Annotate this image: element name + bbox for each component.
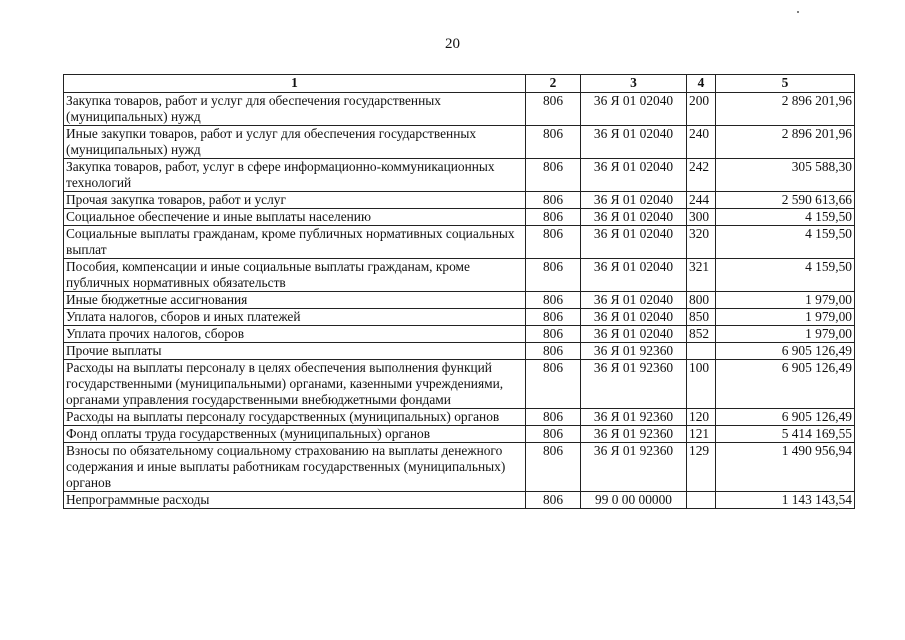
table-row [64, 126, 855, 159]
row-target-code: 36 Я 01 92360 [581, 443, 687, 492]
row-target-code: 36 Я 01 02040 [581, 192, 687, 209]
table-row [64, 209, 855, 226]
row-target-code: 36 Я 01 02040 [581, 309, 687, 326]
row-amount: 1 979,00 [716, 309, 855, 326]
row-description: Социальные выплаты гражданам, кроме публичных нормативных социальных выплат [64, 226, 526, 259]
row-expense-type: 121 [687, 426, 716, 443]
header-col-5: 5 [716, 75, 855, 93]
row-ministry-code: 806 [526, 309, 581, 326]
row-description: Пособия, компенсации и иные социальные выплаты гражданам, кроме публичных нормативных обязательств [64, 259, 526, 292]
table-row [64, 309, 855, 326]
row-description: Расходы на выплаты персоналу государственных (муниципальных) органов [64, 409, 526, 426]
row-amount: 1 143 143,54 [716, 492, 855, 509]
row-description: Закупка товаров, работ, услуг в сфере информационно-коммуникационных технологий [64, 159, 526, 192]
row-amount: 6 905 126,49 [716, 409, 855, 426]
row-ministry-code: 806 [526, 343, 581, 360]
row-description: Прочая закупка товаров, работ и услуг [64, 192, 526, 209]
row-target-code: 36 Я 01 02040 [581, 159, 687, 192]
row-description: Непрограммные расходы [64, 492, 526, 509]
row-amount: 1 979,00 [716, 292, 855, 309]
row-expense-type [687, 492, 716, 509]
row-target-code: 36 Я 01 92360 [581, 426, 687, 443]
header-row [64, 75, 855, 93]
row-target-code: 36 Я 01 92360 [581, 409, 687, 426]
row-ministry-code: 806 [526, 292, 581, 309]
row-ministry-code: 806 [526, 126, 581, 159]
row-amount: 6 905 126,49 [716, 343, 855, 360]
table-row [64, 409, 855, 426]
row-target-code: 36 Я 01 02040 [581, 292, 687, 309]
row-ministry-code: 806 [526, 360, 581, 409]
row-target-code: 36 Я 01 02040 [581, 226, 687, 259]
row-target-code: 36 Я 01 02040 [581, 93, 687, 126]
table-row [64, 192, 855, 209]
row-ministry-code: 806 [526, 443, 581, 492]
row-description: Социальное обеспечение и иные выплаты населению [64, 209, 526, 226]
row-ministry-code: 806 [526, 159, 581, 192]
row-expense-type: 300 [687, 209, 716, 226]
header-col-4: 4 [687, 75, 716, 93]
row-description: Прочие выплаты [64, 343, 526, 360]
row-ministry-code: 806 [526, 259, 581, 292]
row-target-code: 36 Я 01 02040 [581, 326, 687, 343]
row-target-code: 36 Я 01 02040 [581, 126, 687, 159]
row-ministry-code: 806 [526, 492, 581, 509]
row-description: Уплата налогов, сборов и иных платежей [64, 309, 526, 326]
row-target-code: 99 0 00 00000 [581, 492, 687, 509]
row-expense-type: 242 [687, 159, 716, 192]
row-expense-type: 321 [687, 259, 716, 292]
table-row [64, 443, 855, 492]
table-row [64, 426, 855, 443]
row-description: Взносы по обязательному социальному страхованию на выплаты денежного содержания и иные выплаты работникам государственных (муниципальных) органов [64, 443, 526, 492]
row-expense-type: 850 [687, 309, 716, 326]
row-ministry-code: 806 [526, 226, 581, 259]
row-ministry-code: 806 [526, 209, 581, 226]
row-expense-type: 320 [687, 226, 716, 259]
table-row [64, 326, 855, 343]
table-row [64, 226, 855, 259]
row-ministry-code: 806 [526, 409, 581, 426]
row-ministry-code: 806 [526, 426, 581, 443]
row-expense-type [687, 343, 716, 360]
header-col-1: 1 [64, 75, 526, 93]
row-amount: 2 896 201,96 [716, 93, 855, 126]
row-target-code: 36 Я 01 92360 [581, 343, 687, 360]
page-number: 20 [445, 36, 460, 52]
row-expense-type: 100 [687, 360, 716, 409]
row-ministry-code: 806 [526, 192, 581, 209]
table-row [64, 259, 855, 292]
row-amount: 4 159,50 [716, 226, 855, 259]
row-target-code: 36 Я 01 02040 [581, 259, 687, 292]
header-col-3: 3 [581, 75, 687, 93]
row-amount: 4 159,50 [716, 209, 855, 226]
row-expense-type: 852 [687, 326, 716, 343]
table-row [64, 343, 855, 360]
row-expense-type: 129 [687, 443, 716, 492]
row-target-code: 36 Я 01 92360 [581, 360, 687, 409]
row-amount: 305 588,30 [716, 159, 855, 192]
row-description: Расходы на выплаты персоналу в целях обеспечения выполнения функций государственными (муниципальными) органами, казенными учреждениями, органами управления государственными внебюджетными фондами [64, 360, 526, 409]
row-expense-type: 800 [687, 292, 716, 309]
row-description: Иные закупки товаров, работ и услуг для обеспечения государственных (муниципальных) нужд [64, 126, 526, 159]
header-col-2: 2 [526, 75, 581, 93]
row-ministry-code: 806 [526, 326, 581, 343]
row-amount: 5 414 169,55 [716, 426, 855, 443]
row-description: Уплата прочих налогов, сборов [64, 326, 526, 343]
row-amount: 1 979,00 [716, 326, 855, 343]
row-description: Закупка товаров, работ и услуг для обеспечения государственных (муниципальных) нужд [64, 93, 526, 126]
row-description: Иные бюджетные ассигнования [64, 292, 526, 309]
row-expense-type: 244 [687, 192, 716, 209]
row-target-code: 36 Я 01 02040 [581, 209, 687, 226]
row-amount: 2 590 613,66 [716, 192, 855, 209]
table-row [64, 292, 855, 309]
row-amount: 1 490 956,94 [716, 443, 855, 492]
row-description: Фонд оплаты труда государственных (муниципальных) органов [64, 426, 526, 443]
table-row [64, 360, 855, 409]
scan-speck [797, 11, 799, 13]
row-amount: 4 159,50 [716, 259, 855, 292]
table-row [64, 159, 855, 192]
row-expense-type: 120 [687, 409, 716, 426]
table-row [64, 492, 855, 509]
row-amount: 6 905 126,49 [716, 360, 855, 409]
row-expense-type: 200 [687, 93, 716, 126]
row-expense-type: 240 [687, 126, 716, 159]
table-row [64, 93, 855, 126]
row-amount: 2 896 201,96 [716, 126, 855, 159]
row-ministry-code: 806 [526, 93, 581, 126]
budget-table [63, 74, 855, 509]
